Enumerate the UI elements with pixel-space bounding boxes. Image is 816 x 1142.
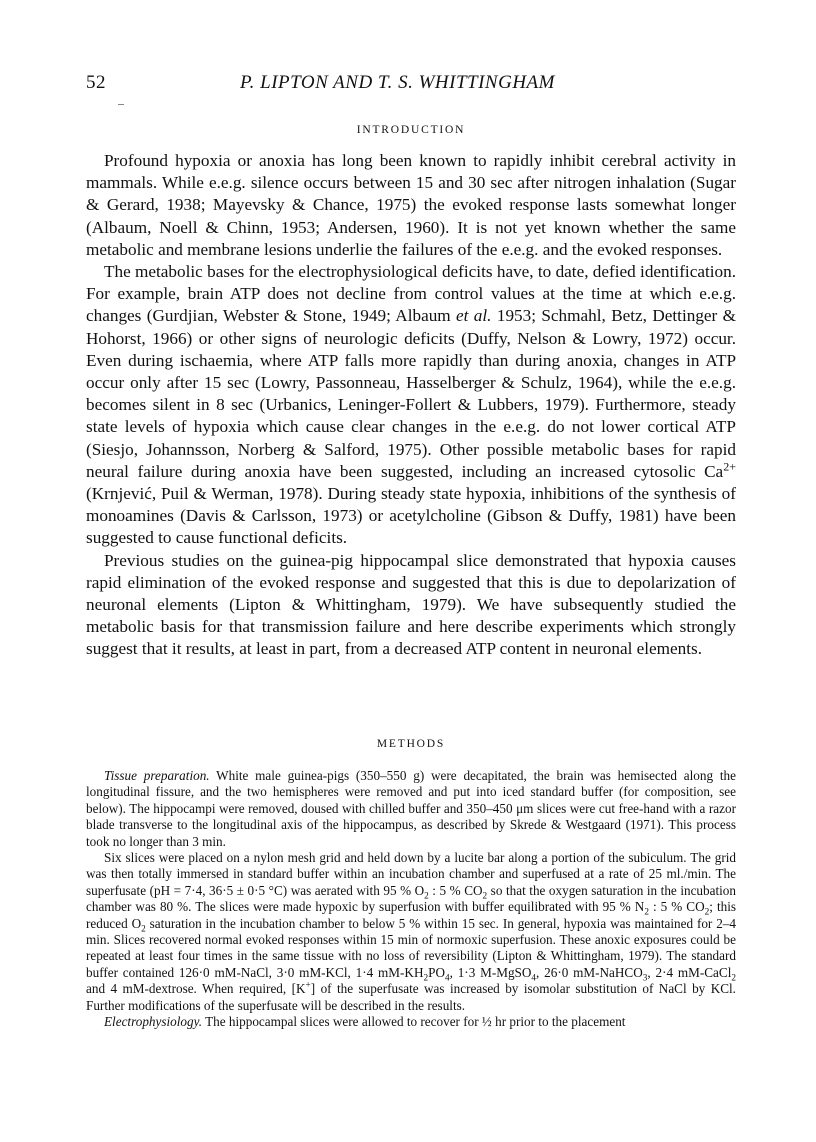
methods-electrophysiology-paragraph: Electrophysiology. The hippocampal slices were allowed to recover for ½ hr prior to the placement — [104, 1014, 626, 1030]
page-number: 52 — [86, 72, 106, 93]
running-head — [86, 72, 736, 100]
intro-paragraph-3: Previous studies on the guinea-pig hippocampal slice demonstrated that hypoxia causes rapid elimination of the evoked response and suggested that this is due to depolarization of neuronal elements (Lipton & Whittingham, 1979). We have subsequently studied the metabolic basis for that transmission failure and here describe experiments which strongly suggest that it results, at least in part, from a decreased ATP content in neuronal elements. — [86, 550, 736, 659]
methods-heading: METHODS — [376, 738, 446, 750]
methods-tissue-paragraph: Tissue preparation. White male guinea-pigs (350–550 g) were decapitated, the brain was hemisected along the longitudinal fissure, and the two hemispheres were removed and put into iced standard buffer (for composition, see below). The hippocampi were removed, doused with chilled buffer and 350–450 μm slices were cut free-hand with a razor blade transverse to the longitudinal axis of the hippocampus, as described by Skrede & Westgaard (1971). This process took no longer than 3 min. — [86, 768, 736, 849]
introduction-heading: INTRODUCTION — [356, 124, 466, 136]
intro-paragraph-2: The metabolic bases for the electrophysiological deficits have, to date, defied identification. For example, brain ATP does not decline from control values at the time at which e.e.g. changes (Gurdjian, Webster & Stone, 1949; Albaum et al. 1953; Schmahl, Betz, Dettinger & Hohorst, 1966) or other signs of neurologic deficits (Duffy, Nelson & Lowry, 1972) occur. Even during ischaemia, where ATP falls more rapidly than during anoxia, changes in ATP occur only after 15 sec (Lowry, Passonneau, Hasselberger & Schulz, 1964), while the e.e.g. becomes silent in 8 sec (Urbanics, Leninger-Follert & Lubbers, 1979). Furthermore, steady state levels of hypoxia which cause clear changes in the e.e.g. do not lower cortical ATP (Siesjo, Johannsson, Norberg & Salford, 1975). Other possible metabolic bases for rapid neural failure during anoxia have been suggested, including an increased cytosolic $Ca^{2+}$ (Krnjević, Puil & Werman, 1978). During steady state hypoxia, inhibitions of the synthesis of monoamines (Davis & Carlsson, 1973) or acetylcholine (Gibson & Duffy, 1981) have been suggested to cause functional deficits. — [86, 262, 736, 548]
running-head-authors: P. LIPTON AND T. S. WHITTINGHAM — [240, 72, 555, 93]
tissue-preparation-lead: Tissue preparation. — [104, 768, 210, 783]
electrophysiology-lead: Electrophysiology. — [104, 1014, 203, 1030]
introduction-body — [86, 150, 736, 661]
margin-mark — [118, 104, 124, 105]
intro-paragraph-1: Profound hypoxia or anoxia has long been known to rapidly inhibit cerebral activity in mammals. While e.e.g. silence occurs between 15 and 30 sec after nitrogen inhalation (Sugar & Gerard, 1938; Mayevsky & Chance, 1975) the evoked response lasts somewhat longer (Albaum, Noell & Chinn, 1953; Andersen, 1960). It is not yet known whether the same metabolic and membrane lesions underlie the failures of the e.e.g. and the evoked responses. — [86, 151, 736, 259]
methods-body — [86, 768, 736, 1031]
methods-slices-paragraph: Six slices were placed on a nylon mesh grid and held down by a lucite bar along a portion of the subiculum. The grid was then totally immersed in standard buffer within an incubation chamber and superfused at a rate of 25 ml./min. The superfusate (pH = 7·4, 36·5 ± 0·5 °C) was aerated with 95 % $O_2$ : 5 % $CO_2$ so that the oxygen saturation in the incubation chamber was 80 %. The slices were made hypoxic by superfusion with buffer equilibrated with 95 % $N_2$ : 5 % $CO_2$; this reduced $O_2$ saturation in the incubation chamber to below 5 % within 15 sec. In general, hypoxia was maintained for 2–4 min. Slices recovered normal evoked responses within 15 min of normoxic superfusion. These anoxic exposures could be repeated at least four times in the same tissue with no loss of reversibility (Lipton & Whittingham, 1979). The standard buffer contained 126·0 mM-NaCl, 3·0 mM-KCl, 1·4 $mM-KH_2PO_4$, 1·3 M-MgSO$_4$, 26·0 mM-NaHCO$_3$, 2·4 mM-CaCl$_2$ and 4 mM-dextrose. When required, [K+] of the superfusate was increased by isomolar substitution of NaCl by KCl. Further modifications of the superfusate will be described in the results. — [86, 850, 736, 1013]
